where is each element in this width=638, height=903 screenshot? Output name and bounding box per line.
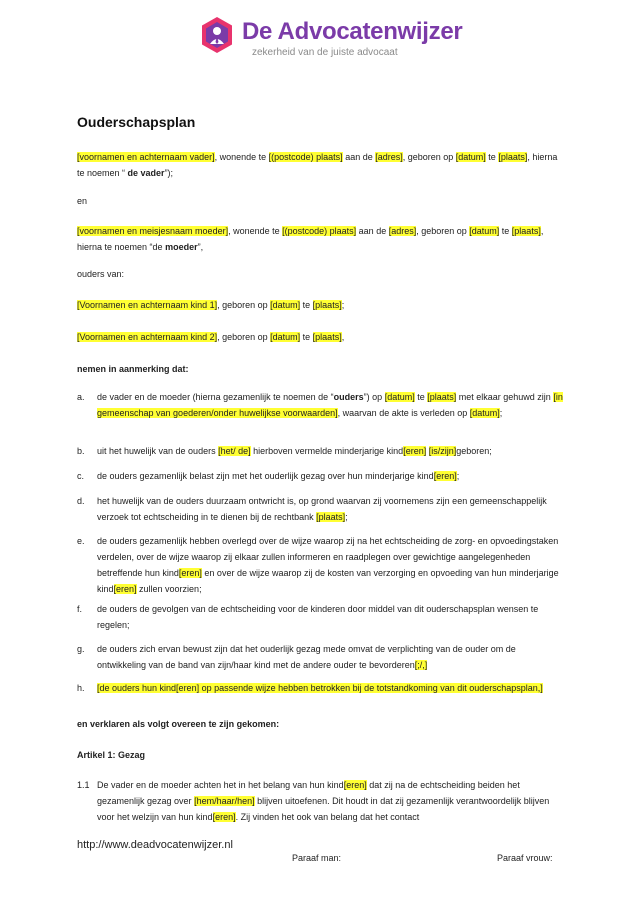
placeholder-marital-regime[interactable]: [in gemeenschap van goederen/onder huwelijkse voorwaarden] [97,392,563,418]
list-item-label: f. [77,604,83,614]
placeholder-eren[interactable]: [eren] [403,446,427,456]
placeholder-hem-haar-hen[interactable]: [hem/haar/hen] [194,796,255,806]
considering-heading: nemen in aanmerking dat: [77,364,189,374]
placeholder-mother-birthplace[interactable]: [plaats] [511,226,541,236]
conjunction-en: en [77,196,88,206]
list-item-label: g. [77,644,85,654]
paraaf-vrouw-label: Paraaf vrouw: [497,853,553,863]
father-paragraph: [voornamen en achternaam vader], wonende te [(postcode) plaats] aan de [adres], geboren op [datum] te [plaats], hierna te noemen “ de vader”); [77,152,558,178]
placeholder-child1-place[interactable]: [plaats] [312,300,342,310]
placeholder-eren[interactable]: [eren] [212,812,236,822]
placeholder-father-date[interactable]: [datum] [455,152,486,162]
placeholder-mother-names[interactable]: [voornamen en meisjesnaam moeder] [77,226,229,236]
placeholder-child1-date[interactable]: [datum] [270,300,301,310]
list-item-label: e. [77,536,85,546]
document-page: De Advocatenwijzer zekerheid van de juiste advocaat Ouderschapsplan [voornamen en achternaam vader], wonende te [(postcode) plaats] aan de [adres], geboren op [datum] te [plaats], hierna te noemen “ de vader”); en [voornamen en meisjesnaam moeder], wonende te [(postcode) plaats] aan de [adres], geboren op [datum] te [plaats], hierna te noemen “de moeder”, ouders van: [Voornamen en achternaam kind 1], geboren op [datum] te [plaats]; [Voornamen en achternaam kind 2], geboren op [datum] te [plaats], nemen in aanmerking dat: a. de vader en de moeder (hierna gezamenlijk te noemen de “ouders”) op [datum] te [plaats] met elkaar gehuwd zijn [in gemeenschap van goederen/onder huwelijkse voorwaarden], waarvan de akte is verleden op [datum]; b. uit het huwelijk van de ouders [het/ de] hierboven vermelde minderjarige kind[eren] [is/zijn]geboren; c. de ouders gezamenlijk belast zijn met het ouderlijk gezag over hun minderjarige kind[eren]; d. het huwelijk van de ouders duurzaam ontwricht is, op grond waarvan zij voornemens zijn een gemeenschappelijk verzoek tot echtscheiding in te dienen bij de rechtbank [plaats]; e. de ouders gezamenlijk hebben overlegd over de wijze waarop zij na het echtscheiding de zorg- en opvoedingstaken verdelen, over de wijze waarop zij elkaar zullen informeren en raadplegen over gewichtige aangelegenheden betreffende hun kind[eren] en over de wijze waarop zij de kosten van verzorging en opvoeding van hun minderjarige kind[eren] zullen voorzien; f. de ouders de gevolgen van de echtscheiding voor de kinderen door middel van dit ouderschapsplan wensen te regelen; g. de ouders zich ervan bewust zijn dat het ouderlijk gezag mede omvat de verplichting van de ouder om de ontwikkeling van de band van zijn/haar kind met de andere ouder te bevorderen[;/,] h. [de ouders hun kind[eren] op passende wijze hebben betrokken bij de totstandkoming van dit ouderschapsplan,] en verklaren als volgt overeen te zijn gekomen: Artikel 1: Gezag 1.1 De vader en de moeder achten het in het belang van hun kind[eren] dat zij na de echtscheiding beiden het gezamenlijk gezag over [hem/haar/hen] blijven uitoefenen. Dit houdt in dat zij gezamenlijk verantwoordelijk blijven voor het welzijn van hun kind[eren]. Zij vinden het ook van belang dat het contact http://www.deadvocatenwijzer.nl Paraaf man: Paraaf vrouw: [0,0,638,903]
child-1-line: [Voornamen en achternaam kind 1], geboren op [datum] te [plaats]; [77,300,345,310]
placeholder-marriage-place[interactable]: [plaats] [427,392,457,402]
placeholder-eren[interactable]: [eren] [433,471,457,481]
placeholder-eren[interactable]: [eren] [343,780,367,790]
list-item-label: h. [77,683,85,693]
list-item-label: c. [77,471,85,481]
paraaf-man-label: Paraaf man: [292,853,342,863]
declare-heading: en verklaren als volgt overeen te zijn gekomen: [77,719,280,729]
placeholder-eren[interactable]: [eren] [113,584,137,594]
list-item-label: d. [77,496,85,506]
placeholder-child2-names[interactable]: [Voornamen en achternaam kind 2] [77,332,218,342]
page-title: Ouderschapsplan [77,114,196,130]
placeholder-marriage-date[interactable]: [datum] [384,392,415,402]
placeholder-mother-date[interactable]: [datum] [469,226,500,236]
logo-tagline: zekerheid van de juiste advocaat [252,47,398,58]
article-number: 1.1 [77,780,90,790]
child-2-line: [Voornamen en achternaam kind 2], geboren op [datum] te [plaats], [77,332,345,342]
placeholder-optional-clause[interactable]: [de ouders hun kind[eren] op passende wijze hebben betrokken bij de totstandkoming van dit ouderschapsplan,] [97,683,543,693]
footer-website-link[interactable]: http://www.deadvocatenwijzer.nl [77,839,233,851]
placeholder-child2-date[interactable]: [datum] [270,332,301,342]
placeholder-father-address[interactable]: [adres] [375,152,403,162]
placeholder-court-place[interactable]: [plaats] [316,512,346,522]
logo-title: De Advocatenwijzer [242,18,463,45]
placeholder-deed-date[interactable]: [datum] [469,408,500,418]
placeholder-is-zijn[interactable]: [is/zijn] [428,446,457,456]
placeholder-child2-place[interactable]: [plaats] [312,332,342,342]
placeholder-punctuation[interactable]: [;/,] [414,660,428,670]
placeholder-eren[interactable]: [eren] [178,568,202,578]
placeholder-father-birthplace[interactable]: [plaats] [498,152,528,162]
placeholder-mother-place[interactable]: [(postcode) plaats] [282,226,357,236]
advocaat-badge-icon [200,16,234,54]
article-1-heading: Artikel 1: Gezag [77,750,146,760]
placeholder-het-de[interactable]: [het/ de] [218,446,251,456]
placeholder-father-names[interactable]: [voornamen en achternaam vader] [77,152,215,162]
list-item-label: b. [77,446,85,456]
placeholder-mother-address[interactable]: [adres] [388,226,417,236]
list-item-label: a. [77,392,85,402]
placeholder-child1-names[interactable]: [Voornamen en achternaam kind 1] [77,300,218,310]
mother-paragraph: [voornamen en meisjesnaam moeder], wonende te [(postcode) plaats] aan de [adres], geboren op [datum] te [plaats], hierna te noemen “de moeder”, [77,226,544,252]
parents-of-label: ouders van: [77,269,125,279]
placeholder-father-place[interactable]: [(postcode) plaats] [268,152,343,162]
